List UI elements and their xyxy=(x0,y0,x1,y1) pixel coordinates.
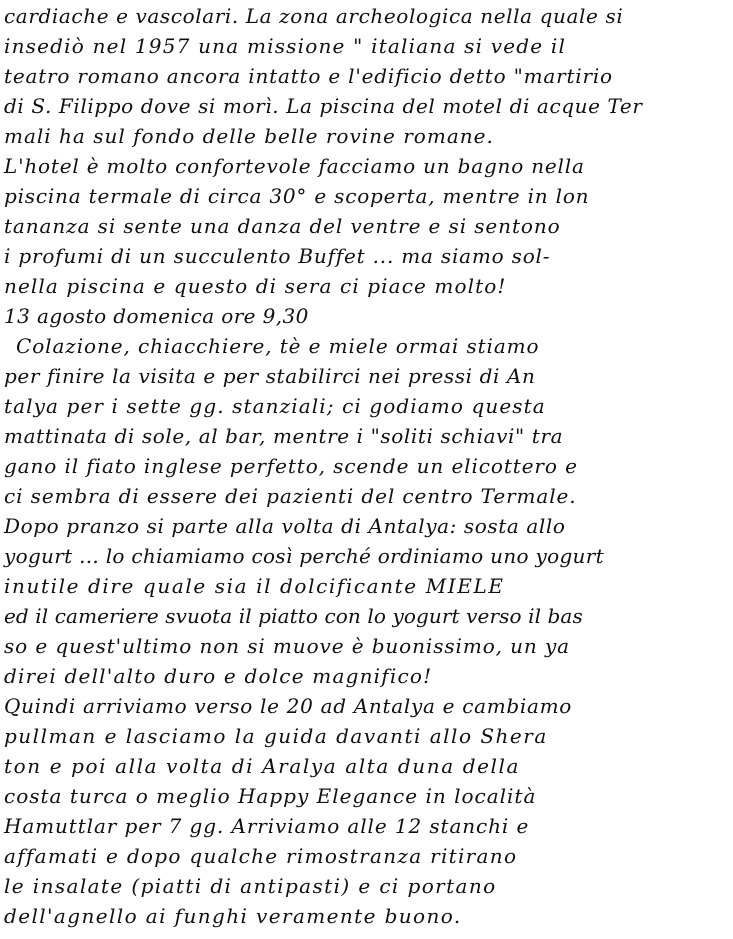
text-line-4: di S. Filippo dove si morì. La piscina del motel di acque Ter xyxy=(4,94,643,118)
text-line-12: Colazione, chiacchiere, tè e miele ormai stiamo xyxy=(16,334,540,358)
text-line-18: Dopo pranzo si parte alla volta di Antalya: sosta allo xyxy=(4,514,566,538)
text-line-25: pullman e lasciamo la guida davanti allo Shera xyxy=(4,724,548,748)
text-line-26: ton e poi alla volta di Aralya alta duna della xyxy=(4,754,521,778)
text-line-22: so e quest'ultimo non si muove è buonissimo, un ya xyxy=(4,634,570,658)
text-line-30: le insalate (piatti di antipasti) e ci portano xyxy=(4,874,497,898)
text-line-16: gano il fiato inglese perfetto, scende un elicottero e xyxy=(4,454,578,478)
text-line-8: tananza si sente una danza del ventre e si sentono xyxy=(4,214,561,238)
text-line-17: ci sembra di essere dei pazienti del centro Termale. xyxy=(4,484,577,508)
text-line-2: insediò nel 1957 una missione " italiana si vede il xyxy=(4,34,567,58)
text-line-15: mattinata di sole, al bar, mentre i "soliti schiavi" tra xyxy=(4,424,564,448)
text-line-28: Hamuttlar per 7 gg. Arriviamo alle 12 stanchi e xyxy=(4,814,530,838)
text-line-6: L'hotel è molto confortevole facciamo un bagno nella xyxy=(4,154,585,178)
text-line-3: teatro romano ancora intatto e l'edificio detto "martirio xyxy=(4,64,613,88)
text-line-1: cardiache e vascolari. La zona archeologica nella quale si xyxy=(4,4,624,28)
text-line-7: piscina termale di circa 30° e scoperta, mentre in lon xyxy=(4,184,590,208)
text-line-31: dell'agnello ai funghi veramente buono. xyxy=(4,904,462,928)
text-line-29: affamati e dopo qualche rimostranza ritirano xyxy=(4,844,518,868)
text-line-19: yogurt ... lo chiamiamo così perché ordiniamo uno yogurt xyxy=(4,544,604,568)
text-line-23: direi dell'alto duro e dolce magnifico! xyxy=(4,664,433,688)
text-line-5: mali ha sul fondo delle belle rovine romane. xyxy=(4,124,494,148)
date-heading: 13 agosto domenica ore 9,30 xyxy=(4,304,309,328)
text-line-24: Quindi arriviamo verso le 20 ad Antalya e cambiamo xyxy=(4,694,573,718)
text-line-21: ed il cameriere svuota il piatto con lo yogurt verso il bas xyxy=(4,604,583,628)
text-line-20: inutile dire quale sia il dolcificante MIELE xyxy=(4,574,505,598)
text-line-27: costa turca o meglio Happy Elegance in località xyxy=(4,784,537,808)
text-line-10: nella piscina e questo di sera ci piace molto! xyxy=(4,274,507,298)
text-line-13: per finire la visita e per stabilirci nei pressi di An xyxy=(4,364,536,388)
text-line-14: talya per i sette gg. stanziali; ci godiamo questa xyxy=(4,394,546,418)
text-line-9: i profumi di un succulento Buffet ... ma siamo sol- xyxy=(4,244,551,268)
